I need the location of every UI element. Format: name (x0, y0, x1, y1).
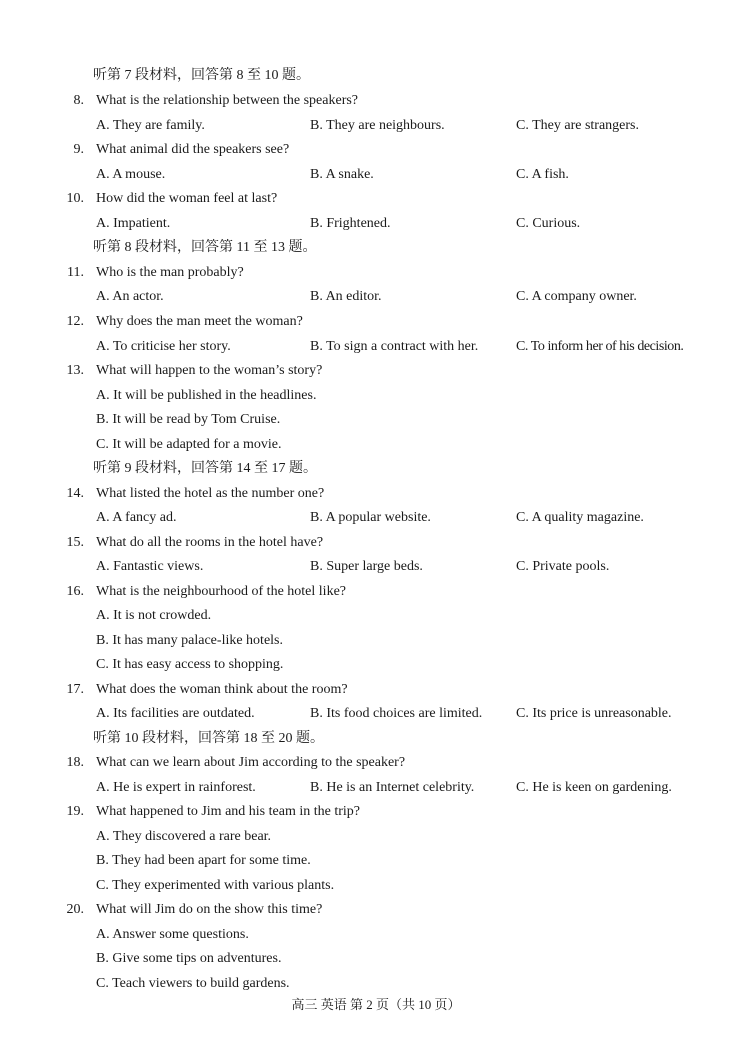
option-c: C. A quality magazine. (516, 510, 644, 525)
option-b: B. They had been apart for some time. (96, 853, 311, 868)
option-c: C. It has easy access to shopping. (96, 657, 284, 672)
question-text: What will happen to the woman’s story? (96, 363, 323, 378)
option-a: A. An actor. (96, 289, 164, 304)
option-a: A. It will be published in the headlines. (96, 388, 317, 403)
option-a: A. They discovered a rare bear. (96, 829, 272, 844)
option-a: A. Fantastic views. (96, 559, 204, 574)
question-text: What is the relationship between the speakers? (96, 93, 359, 108)
option-c: C. Teach viewers to build gardens. (96, 976, 290, 991)
option-b: B. It has many palace-like hotels. (96, 633, 283, 648)
question-number: 12. (66, 314, 84, 329)
question-number: 14. (66, 486, 84, 501)
question-number: 9. (73, 142, 84, 157)
option-b: B. It will be read by Tom Cruise. (96, 412, 281, 427)
question-number: 15. (66, 535, 84, 550)
option-c: C. A company owner. (516, 289, 637, 304)
option-a: A. Its facilities are outdated. (96, 706, 255, 721)
option-b: B. A popular website. (310, 510, 431, 525)
option-a: A. It is not crowded. (96, 608, 212, 623)
question-number: 13. (66, 363, 84, 378)
question-number: 20. (66, 902, 84, 917)
question-text: Why does the man meet the woman? (96, 314, 303, 329)
option-c: C. They experimented with various plants. (96, 878, 335, 893)
option-b: B. Its food choices are limited. (310, 706, 483, 721)
option-b: B. To sign a contract with her. (310, 339, 479, 354)
section-instruction-8: 听第 8 段材料，回答第 11 至 13 题。 (93, 240, 317, 255)
option-c: C. Private pools. (516, 559, 610, 574)
option-a: A. To criticise her story. (96, 339, 231, 354)
option-c: C. Its price is unreasonable. (516, 706, 672, 721)
option-b: B. He is an Internet celebrity. (310, 780, 475, 795)
question-text: What animal did the speakers see? (96, 142, 290, 157)
question-number: 11. (67, 265, 84, 280)
option-b: B. They are neighbours. (310, 118, 445, 133)
option-b: B. Frightened. (310, 216, 391, 231)
section-instruction-10: 听第 10 段材料，回答第 18 至 20 题。 (93, 731, 324, 746)
option-c: C. Curious. (516, 216, 581, 231)
question-number: 10. (66, 191, 84, 206)
option-a: A. A mouse. (96, 167, 166, 182)
question-number: 8. (73, 93, 84, 108)
question-number: 19. (66, 804, 84, 819)
question-number: 16. (66, 584, 84, 599)
option-b: B. Give some tips on adventures. (96, 951, 282, 966)
option-c: C. A fish. (516, 167, 569, 182)
option-b: B. Super large beds. (310, 559, 423, 574)
question-text: What does the woman think about the room? (96, 682, 348, 697)
page-footer: 高三 英语 第 2 页（共 10 页） (291, 997, 461, 1012)
option-b: B. An editor. (310, 289, 382, 304)
option-a: A. Impatient. (96, 216, 171, 231)
option-c: C. To inform her of his decision. (516, 339, 684, 354)
option-a: A. A fancy ad. (96, 510, 177, 525)
section-instruction-9: 听第 9 段材料，回答第 14 至 17 题。 (93, 461, 317, 476)
option-b: B. A snake. (310, 167, 374, 182)
question-text: What is the neighbourhood of the hotel like? (96, 584, 346, 599)
section-instruction-7: 听第 7 段材料，回答第 8 至 10 题。 (93, 68, 310, 83)
question-text: What happened to Jim and his team in the trip? (96, 804, 360, 819)
question-text: What will Jim do on the show this time? (96, 902, 323, 917)
option-c: C. He is keen on gardening. (516, 780, 672, 795)
option-c: C. They are strangers. (516, 118, 639, 133)
question-text: What do all the rooms in the hotel have? (96, 535, 324, 550)
option-a: A. They are family. (96, 118, 205, 133)
option-a: A. Answer some questions. (96, 927, 249, 942)
question-number: 17. (66, 682, 84, 697)
question-number: 18. (66, 755, 84, 770)
option-c: C. It will be adapted for a movie. (96, 437, 282, 452)
question-text: What listed the hotel as the number one? (96, 486, 325, 501)
question-text: What can we learn about Jim according to the speaker? (96, 755, 406, 770)
question-text: Who is the man probably? (96, 265, 244, 280)
option-a: A. He is expert in rainforest. (96, 780, 256, 795)
question-text: How did the woman feel at last? (96, 191, 278, 206)
